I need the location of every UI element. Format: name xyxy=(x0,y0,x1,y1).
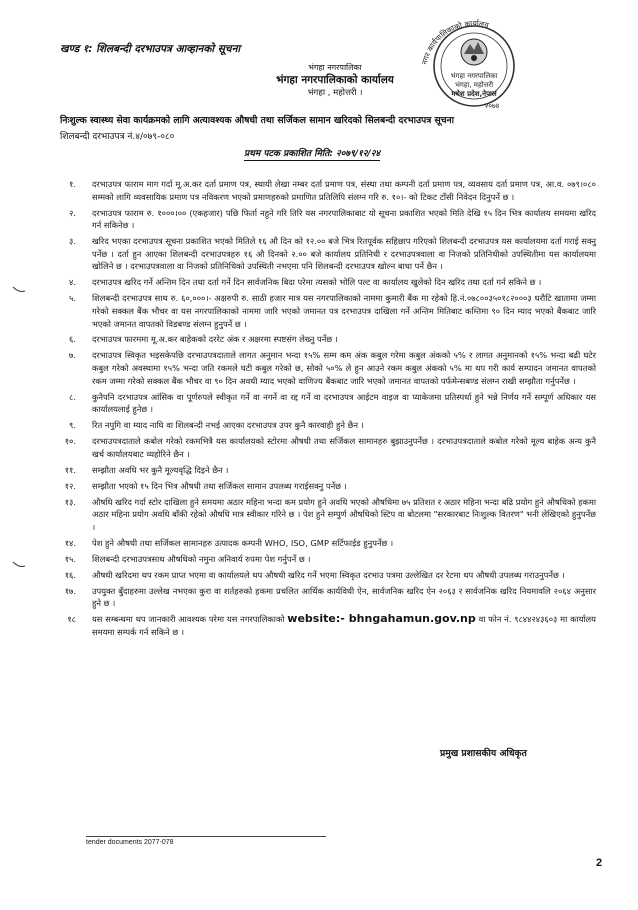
condition-item xyxy=(36,553,596,566)
condition-number: ९. xyxy=(69,420,76,431)
condition-text: दरभाउपत्रदाताले कबोल गरेको रकमभित्रै यस कार्यालयको स्टोरमा औषधी तथा सर्जिकल सामानहरु बुझाउनुपर्नेछ । दरभाउपत्रदाताले कबोल गरेको मूल्य बाहेक अन्य कुनै खर्च कार्यालयबाट व्यहोरिने छैन । xyxy=(92,436,596,459)
condition-item xyxy=(36,178,596,203)
section-title: खण्ड १: शिलबन्दी दरभाउपत्र आव्हानको सूचना xyxy=(60,43,241,55)
condition-number: ११. xyxy=(64,464,76,475)
condition-item xyxy=(36,435,596,460)
stamp-line-3: मधेश प्रदेश,नेपाल xyxy=(451,90,497,98)
condition-number: ८. xyxy=(69,391,76,402)
condition-text: दरभाउपत्र स्विकृत भइसकेपछि दरभाउपत्रदाताले लागत अनुमान भन्दा १५% सम्म कम अंक कबुल गरेमा कबुल अंकको ५% र लागत अनुमानको १५% भन्दा बढी घटेर कबुल गरेको अवस्थामा १५% भन्दा जति रकमले घटी कबुल गरेको छ, सोको ५०% ले हुन आउने रकम कबुल अंकको ५% मा थप गरी कार्य सम्पादन जमानत वापतको रकम जम्मा गरेको सक्कल बैंक भौचर वा ९० दिन अवधी म्याद भएको वाणिज्य बैंकबाट जारि भएको जमानत वापतको पर्फमेन्सबण्ड संलग्न राखी सम्झौता गर्नुपर्नेछ । xyxy=(92,350,596,386)
condition-text: सम्झौता अवधि भर कुनै मूल्यवृद्धि दिइने छैन । xyxy=(92,464,229,475)
stamp-arc-text: नगर कार्यपालिकाको कार्यालय xyxy=(419,18,490,66)
office-stamp xyxy=(410,8,538,112)
condition-number: ४. xyxy=(69,277,76,288)
condition-text: दरभाउपत्र फाराम रु. १०००।०० (एकहजार) पछि फिर्ता नहुने गरि तिरि यस नगरपालिकाबाट यो सूचना प्रकाशित भएको मिति देखि १५ दिन भित्र कार्यालय समयमा खरिद गर्न सकिनेछ । xyxy=(92,207,596,231)
condition-number: ३. xyxy=(69,236,76,247)
condition-item xyxy=(36,585,596,610)
condition-text xyxy=(92,613,596,638)
condition-item xyxy=(36,569,596,582)
condition-text: पेश हुने औषधी तथा सर्जिकल सामानहरु उत्पादक कम्पनी WHO, ISO, GMP सर्टिफाईड हुनुपर्नेछ । xyxy=(92,537,394,548)
condition-text: खरिद भएका दरभाउपत्र सूचना प्रकाशित भएको मितिले १६ औ दिन को १२.०० बजे भित्र रितपूर्वक सहिछाप गरिएको शिलबन्दी दरभाउपत्र यस कार्यालयमा दर्ता गराई सक्नु पर्नेछ । दर्ता हुन आएका शिलबन्दी दरभाउपत्रहरु १६ औ दिनको २.०० बजे कार्यालय प्रतिनिधी र दरभाउपत्रवाला वा निजको प्रतिनिधीको उपस्थितीमा यस कार्यालयमा खोलिने छ । दरभाउपत्रवाला वा निजको प्रतिनिधिको उपस्थिती नभएमा पनि शिलबन्दी दरभाउपत्र खोल्न बाधा पर्ने छैन । xyxy=(92,236,596,272)
condition-number: २. xyxy=(69,207,76,218)
municipality-website: website:- bhngahamun.gov.np xyxy=(287,612,476,626)
footer-divider xyxy=(86,836,326,837)
first-publication-date: प्रथम पटक प्रकाशित मिति: २०७९/१२/२४ xyxy=(244,146,380,161)
footer-document-label: tender documents 2077-078 xyxy=(86,839,174,846)
issuer-address: भंगहा , महोत्तरी । xyxy=(307,88,363,98)
condition-number: १७. xyxy=(64,585,76,596)
condition-number: १३. xyxy=(64,496,76,507)
condition-number: १६. xyxy=(64,569,76,580)
condition-text: दरभाउपत्र खरिद गर्ने अन्तिम दिन तथा दर्ता गर्ने दिन सार्वजनिक बिदा परेमा त्यसको भोलि पल्ट वा कार्यालय खुलेको दिन खरिद तथा दर्ता गर्न सकिने छ । xyxy=(92,277,542,288)
condition-number: १२. xyxy=(64,480,76,491)
condition-item xyxy=(36,292,596,330)
condition-item xyxy=(36,207,596,232)
condition-item xyxy=(36,333,596,346)
condition-item xyxy=(36,537,596,550)
condition-text: शिलबन्दी दरभाउपत्रसाथ औषधिको नमुना अनिवार्य रुपमा पेश गर्नुपर्ने छ । xyxy=(92,553,311,564)
condition-number: ५. xyxy=(69,293,76,304)
issuer-office: भंगहा नगरपालिकाको कार्यालय xyxy=(276,74,394,86)
contact-text-after: वा फोन नं. ९८४४२४३६०३ मा कार्यालय समयमा सम्पर्क गर्न सकिने छ । xyxy=(92,614,596,638)
contact-text-before: यस सम्बन्धमा थप जानकारी आवश्यक परेमा यस नगरपालिकाको xyxy=(92,614,288,625)
condition-text: औषधी खरिदमा थप रकम प्राप्त भएमा वा कार्यालयले थप औषधी खरिद गर्ने भएमा स्विकृत दरभाउ पत्रमा उल्लेखित दर रेटमा थप औषधी उपलब्ध गराउनुपर्नेछ । xyxy=(92,569,565,580)
condition-item xyxy=(36,496,596,534)
stamp-line-1: भंगहा नगरपालिका xyxy=(450,72,498,80)
margin-tick-mark xyxy=(12,560,26,570)
condition-number: ६. xyxy=(69,334,76,345)
condition-number: १८ xyxy=(67,614,76,625)
condition-text: रित नपुगि वा म्याद नाघि वा शिलबन्दी नभई आएका दरभाउपत्र उपर कुनै कारवाही हुने छैन । xyxy=(92,420,364,431)
issuer-municipality: भंगहा नगरपालिका xyxy=(308,63,362,72)
condition-number: १. xyxy=(69,179,76,189)
condition-text: शिलबन्दी दरभाउपत्र साथ रु. ६०,०००।- अक्षरुपी रु. साठी हजार मात्र यस नगरपालिकाको नाममा कुमारी बैंक मा रहेको हि.नं.०७८००३५०१८२०००३ धरौटि खातामा जम्मा गरेको सक्कल बैंक भौचर वा यस नगरपालिकाको नाममा जारि भएको जमानत पत्र दरभाउपत्र दाखिला गर्ने अन्तिम मितिबाट कम्तिमा ९० दिन म्याद भएको बैंकबाट जारि भएको जमानत वापतको विडबण्ड संलग्न हुनुपर्ने छ । xyxy=(92,293,596,329)
condition-item xyxy=(36,235,596,273)
condition-text: दरभाउपत्र फारममा मू.अ.कर बाहेकको दररेट अंक र अक्षरमा स्पष्टसंग लेख्नु पर्नेछ । xyxy=(92,334,338,345)
condition-item xyxy=(36,480,596,493)
condition-number: १०. xyxy=(64,436,76,447)
condition-number: १५. xyxy=(64,553,76,564)
condition-text: दरभाउपत्र फाराम माग गर्दा मू.अ.कर दर्ता प्रमाण पत्र, स्थायी लेखा नम्बर दर्ता प्रमाण पत्र, संस्था तथा कम्पनी दर्ता प्रमाण पत्र, व्यवसाय दर्ता प्रमाण पत्र, आ.व. ०७९।०८० सम्मको लागि व्यवसायिक प्रमाण पत्र नविकरण भएको प्रमाणहरुको प्रमाणित प्रतिलिपि संलग्न गरि रु. १०।- को टिकट टाँसी निवेदन दिनुपर्ने छ । xyxy=(92,179,596,202)
condition-item xyxy=(36,276,596,289)
condition-text: कुनैपनि दरभाउपत्र आंसिक वा पूर्णरुपले स्वीकृत गर्ने वा नगर्ने वा रद्द गर्ने वा दरभाउपत्र आईटम वाइज वा प्याकेजमा प्रतिस्पर्धा हुने भन्ने निर्णय गर्ने सम्पूर्ण अधिकार यस कार्यालयलाई हुनेछ । xyxy=(92,391,596,415)
condition-text: सम्झौता भएको १५ दिन भित्र औषधी तथा सर्जिकल सामान उपलब्ध गराईसक्नु पर्नेछ । xyxy=(92,480,347,491)
condition-text: उपयुक्त बुँदाहरुमा उल्लेख नभएका कुरा वा शर्तहरुको हकमा प्रचलित आर्थिक कार्यविधी ऐन, सार्वजनिक खरिद ऐन २०६३ र सार्वजनिक खरिद नियमावलि २०६४ अनुसार हुने छ । xyxy=(92,585,596,609)
condition-item xyxy=(36,419,596,432)
condition-item xyxy=(36,464,596,477)
condition-item-contact xyxy=(36,613,596,638)
stamp-emblem-icon xyxy=(461,39,487,65)
stamp-year: २०७४ xyxy=(484,102,500,110)
margin-tick-mark xyxy=(12,285,26,295)
signatory-title: प्रमुख प्रशासकीय अधिकृत xyxy=(440,748,527,759)
stamp-line-2: भंगहा, महोत्तरी xyxy=(454,81,494,89)
notice-title: निःशुल्क स्वास्थ्य सेवा कार्यक्रमको लागि अत्यावश्यक औषधी तथा सर्जिकल सामान खरिदको सिलबन्दी दरभाउपत्र सूचना xyxy=(60,115,455,126)
tender-reference-number: शिलबन्दी दरभाउपत्र नं.४/०७९-०८० xyxy=(60,132,175,142)
tender-conditions-list xyxy=(36,178,596,642)
condition-number: ७. xyxy=(69,350,76,361)
condition-item xyxy=(36,349,596,387)
condition-number: १४. xyxy=(64,537,76,548)
page-number: 2 xyxy=(596,857,603,869)
condition-item xyxy=(36,391,596,416)
condition-text: औषधि खरिद गर्दा स्टोर दाखिला हुने समयमा अठार महिना भन्दा कम प्रयोग हुने अवधि भएको औषधिमा ७५ प्रतिशत र अठार महिना भन्दा बढि प्रयोग हुने औषधिको हकमा अठार महिना प्रयोग अवधि बाँकी रहेको औषधि मात्र स्वीकार गरिने छ । पेश हुने सम्पुर्ण औषधिको स्टिप वा बोटलमा "सरकारबाट निःशुल्क वितरण" भनी लेखिएको हुनुपर्नेछ । xyxy=(92,496,596,532)
